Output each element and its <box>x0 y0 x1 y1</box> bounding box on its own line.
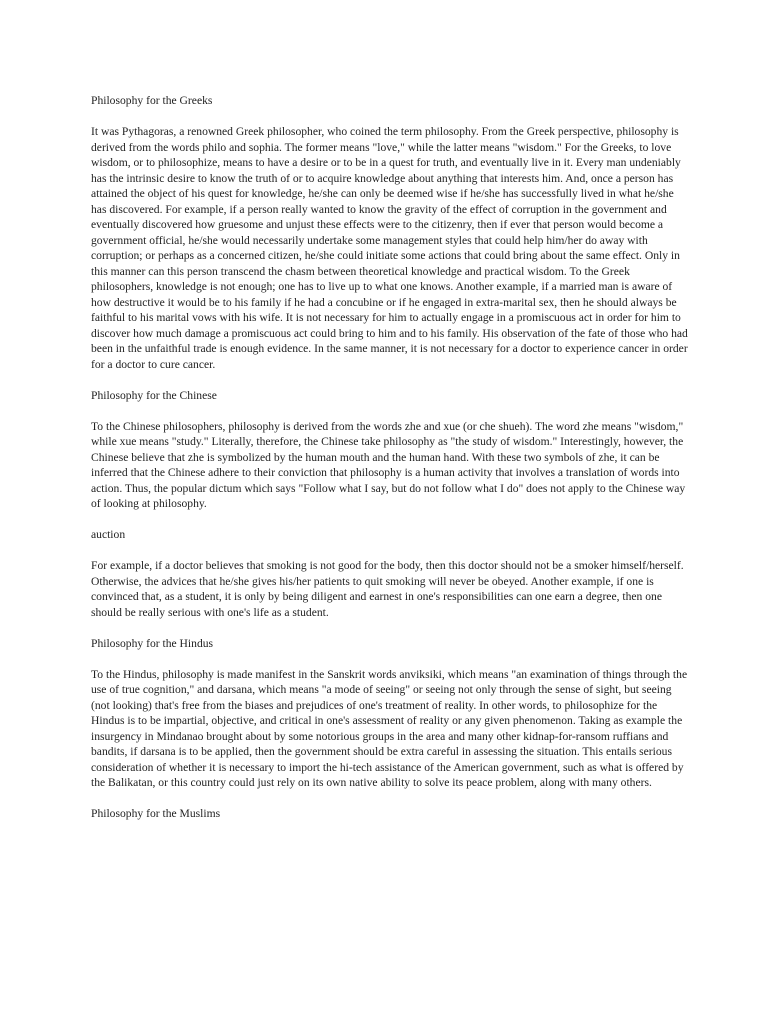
heading-chinese: Philosophy for the Chinese <box>91 388 217 402</box>
heading-auction: auction <box>91 528 126 541</box>
heading-muslims: Philosophy for the Muslims <box>91 807 221 820</box>
paragraph-auction: For example, if a doctor believes that smoking is not good for the body, then this doctor should not be a smoker himself/herself. Otherwise, the advices that he/she gives his/her patients to quit smoking will never be obeyed. Another example, if one is convinced that, as a student, it is only by being diligent and earnest in one's responsibilities can one earn a degree, then one should be really serious with one's life as a student. <box>91 559 684 619</box>
paragraph-chinese: To the Chinese philosophers, philosophy is derived from the words zhe and xue (or che shueh). The word zhe means "wisdom," while xue means "study." Literally, therefore, the Chinese take philosophy as "the study of wisdom." Interestingly, however, the Chinese believe that zhe is symbolized by the human mouth and the human hand. With these two symbols of zhe, it can be inferred that the Chinese adhere to their conviction that philosophy is a human activity that involves a translation of words into action. Thus, the popular dictum which says "Follow what I say, but do not follow what I do" does not apply to the Chinese way of looking at philosophy. <box>91 419 686 510</box>
paragraph-hindus: To the Hindus, philosophy is made manifest in the Sanskrit words anviksiki, which means "an examination of things through the use of true cognition," and darsana, which means "a mode of seeing" or seeing not only through the sense of sight, but seeing (not looking) that's free from the biases and prejudices of one's treatment of reality. In other words, to philosophize for the Hindus is to be impartial, objective, and critical in one's assessment of reality or any given phenomenon. Taking as example the insurgency in Mindanao brought about by some notorious groups in the area and many other kidnap-for-ransom ruffians and bandits, if darsana is to be applied, then the government should be extra careful in assessing the situation. This entails serious consideration of whether it is necessary to import the hi-tech assistance of the American government, such as what is offered by the Balikatan, or this country could just rely on its own native ability to solve its peace problem, along with many others. <box>91 667 688 789</box>
heading-hindus: Philosophy for the Hindus <box>91 636 214 650</box>
document-page <box>91 93 691 837</box>
heading-greeks: Philosophy for the Greeks <box>91 94 213 107</box>
paragraph-greeks: It was Pythagoras, a renowned Greek philosopher, who coined the term philosophy. From the Greek perspective, philosophy is derived from the words philo and sophia. The former means "love," while the latter means "wisdom." For the Greeks, to love wisdom, or to philosophize, means to have a desire or to be in a quest for truth, and eventually live in it. Every man undeniably has the intrinsic desire to know the truth of or to acquire knowledge about anything that interests him. And, once a person has attained the object of his quest for knowledge, he/she can only be deemed wise if he/she has successfully lived in what he/she has discovered. For example, if a person really wanted to know the gravity of the effect of corruption in the government and eventually discovered how gruesome and unjust these effects were to the citizenry, then if ever that person would become a government official, he/she would necessarily undertake some management styles that could help him/her do away with corruption; or perhaps as a concerned citizen, he/she could initiate some actions that could bring about the same effect. Only in this manner can this person transcend the chasm between theoretical knowledge and practical wisdom. To the Greek philosophers, knowledge is not enough; one has to live up to what one knows. Another example, if a married man is aware of how destructive it would be to his family if he had a concubine or if he engaged in extra-marital sex, then he should always be faithful to his marital vows with his wife. It is not necessary for him to actually engage in a promiscuous act in order for him to discover how much damage a promiscuous act could bring to him and to his family. His observation of the fate of those who had been in the unfaithful trade is enough evidence. In the same manner, it is not necessary for a doctor to experience cancer in order for a doctor to cure cancer. <box>91 125 688 371</box>
